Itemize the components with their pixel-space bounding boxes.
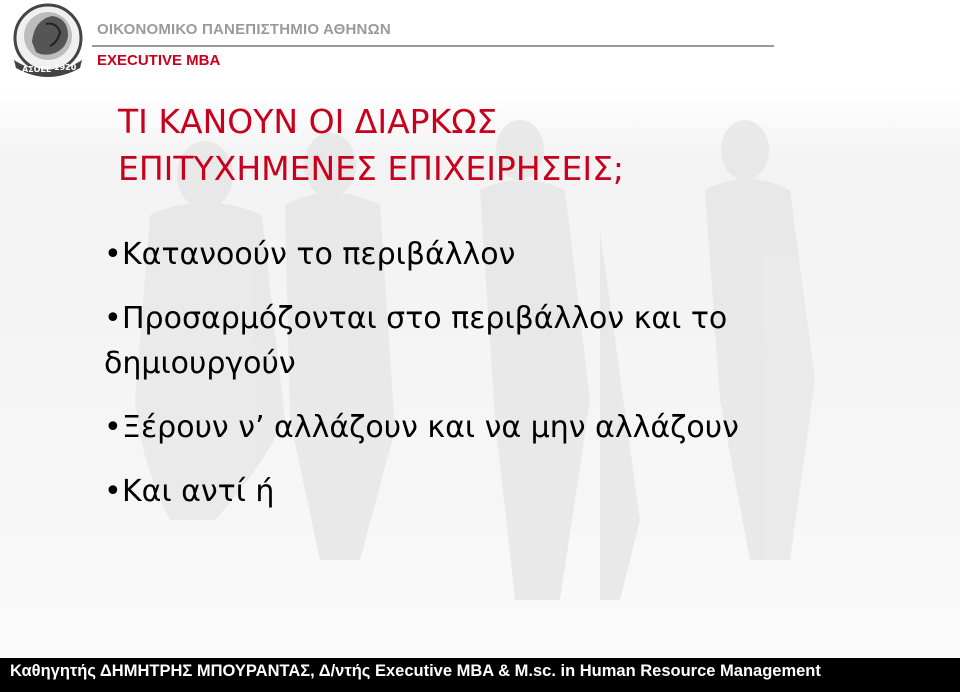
header-divider (92, 45, 774, 47)
bullet-item (104, 405, 904, 450)
bullet-text: Ξέρουν ν’ αλλάζουν και να μην αλλάζουν (122, 410, 739, 445)
logo-text-left: ΑΣΟΕΕ (22, 65, 52, 74)
bullet-text: Κατανοούν το περιβάλλον (122, 237, 516, 272)
slide-title (118, 98, 878, 192)
slide-title-line-1: ΤΙ ΚΑΝΟΥΝ ΟΙ ΔΙΑΡΚΩΣ (118, 102, 498, 141)
bullet-text: Και αντί ή (122, 474, 275, 509)
bullet-list (104, 232, 904, 514)
footer-bar (0, 658, 960, 692)
bullet-item (104, 232, 904, 277)
bullet-dot-icon: • (104, 410, 122, 445)
bullet-dot-icon: • (104, 237, 122, 272)
program-name: EXECUTIVE MBA (97, 52, 221, 69)
slide-title-line-2: ΕΠΙΤΥΧΗΜΕΝΕΣ ΕΠΙΧΕΙΡΗΣΕΙΣ; (118, 149, 625, 188)
university-seal-logo (8, 2, 88, 78)
footer-text: Καθηγητής ΔΗΜΗΤΡΗΣ ΜΠΟΥΡΑΝΤΑΣ, Δ/ντής Executive MBA & M.sc. in Human Resource Management (10, 662, 821, 680)
logo-text-right: 1920 (54, 63, 77, 72)
bullet-item (104, 296, 904, 386)
bullet-dot-icon: • (104, 301, 122, 336)
institution-name: ΟΙΚΟΝΟΜΙΚΟ ΠΑΝΕΠΙΣΤΗΜΙΟ ΑΘΗΝΩΝ (97, 21, 391, 38)
bullet-text: Προσαρμόζονται στο περιβάλλον και το δημιουργούν (104, 301, 728, 381)
bullet-item (104, 469, 904, 514)
bullet-dot-icon: • (104, 474, 122, 509)
